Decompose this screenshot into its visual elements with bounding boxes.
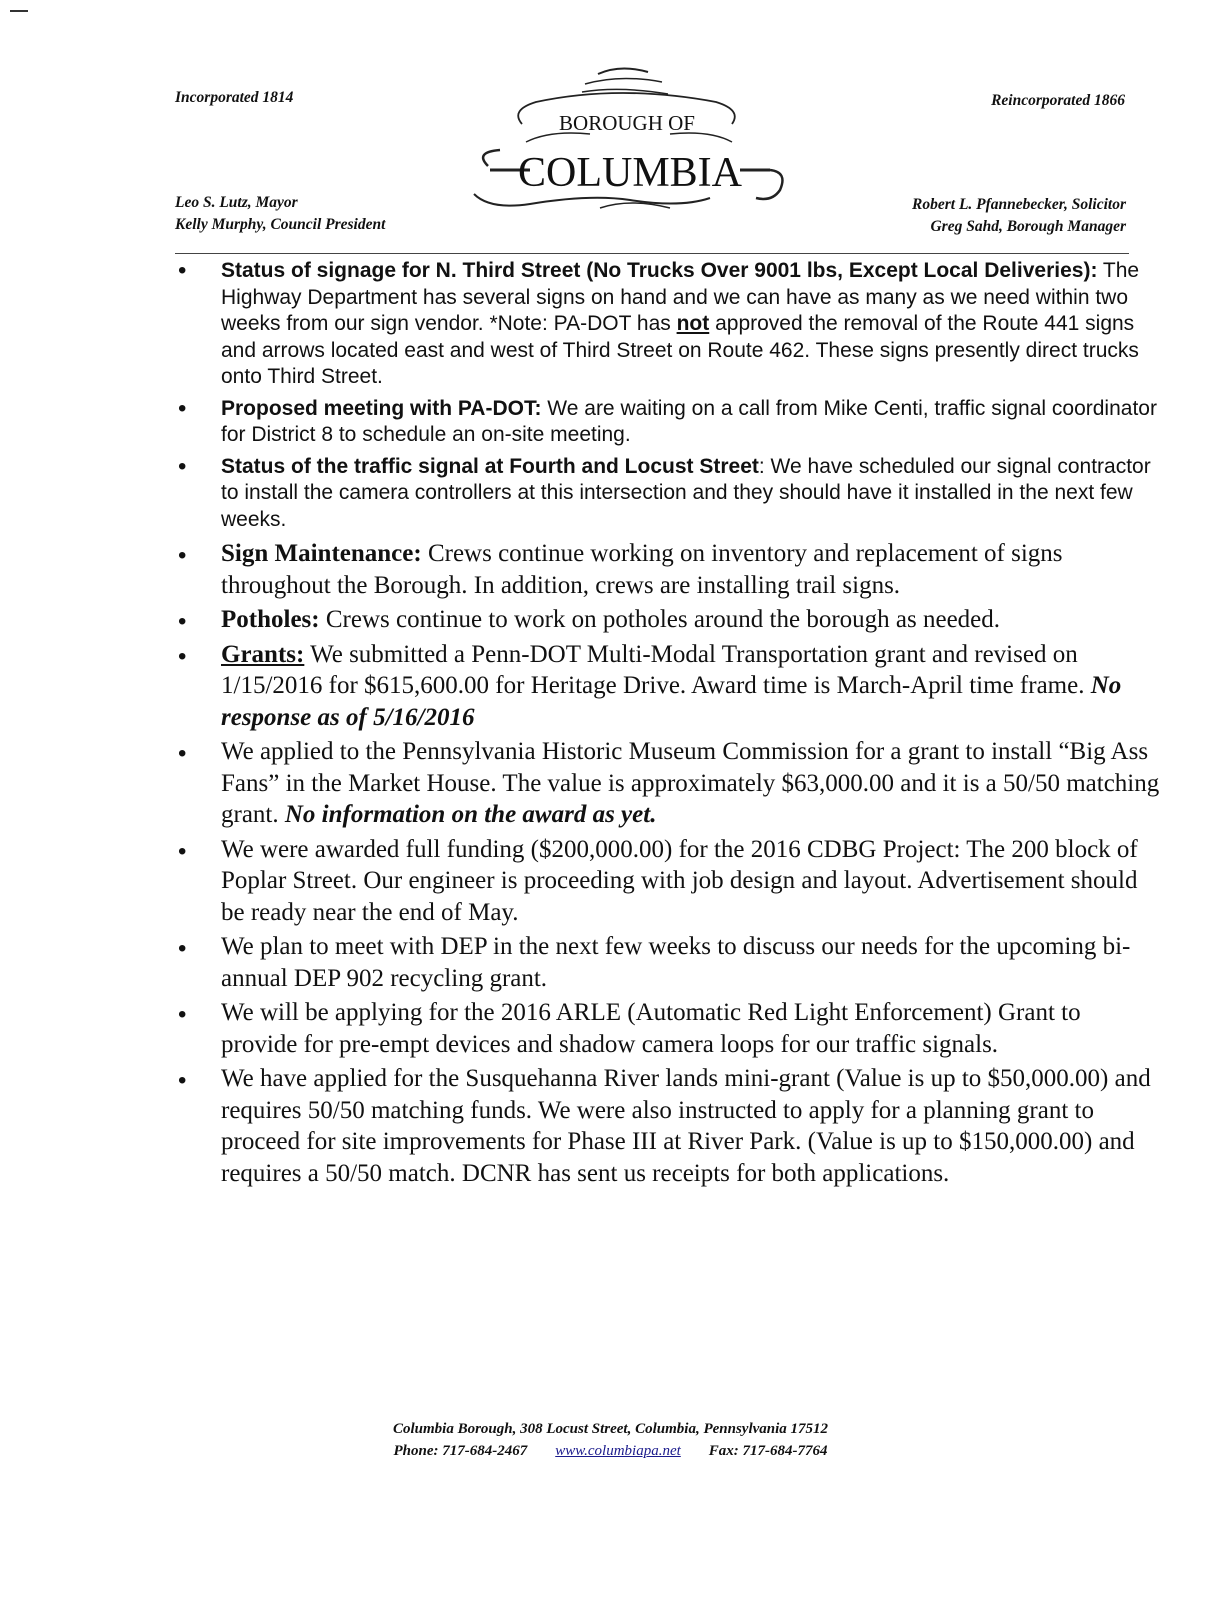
- cdbg-body: We were awarded full funding ($200,000.00) for the 2016 CDBG Project: The 200 block of Poplar Street. Our engineer is proceeding with job design and layout. Advertisement should be ready near the end of May.: [221, 835, 1138, 926]
- potholes-body: Crews continue to work on potholes around the borough as needed.: [319, 606, 1001, 633]
- list-item-museum-grant: [175, 736, 1163, 831]
- padot-meeting-title: Proposed meeting with PA-DOT:: [221, 396, 542, 420]
- list-item-traffic-signal: [175, 454, 1163, 534]
- footer: [0, 1418, 1221, 1462]
- borough-seal-logo: [470, 62, 800, 212]
- padot-meeting-body: We are waiting on a call from Mike Centi, traffic signal coordinator for District 8 to schedule an on-site meeting.: [221, 396, 1157, 446]
- mayor-text: Leo S. Lutz, Mayor: [175, 194, 298, 211]
- council-president-text: Kelly Murphy, Council President: [175, 216, 386, 233]
- officials-right: [912, 194, 1126, 238]
- traffic-signal-title: Status of the traffic signal at Fourth and Locust Street: [221, 454, 759, 478]
- incorporated-text: Incorporated 1814: [175, 89, 294, 106]
- footer-fax: Fax: 717-684-7764: [708, 1443, 828, 1459]
- list-item-signage: [175, 258, 1163, 391]
- incorporated-label: [175, 87, 293, 109]
- footer-website-link[interactable]: www.columbiapa.net: [555, 1443, 681, 1459]
- museum-grant-note: No information on the award as yet.: [284, 801, 657, 828]
- potholes-title: Potholes:: [221, 606, 320, 633]
- traffic-signal-body: : We have scheduled our signal contractor to install the camera controllers at this intersection and they should have it installed in the next few weeks.: [221, 454, 1151, 531]
- list-item-arle: [175, 997, 1163, 1060]
- arle-body: We will be applying for the 2016 ARLE (Automatic Red Light Enforcement) Grant to provide for pre-empt devices and shadow camera loops for our traffic signals.: [221, 999, 1081, 1058]
- list-item-grants: [175, 639, 1163, 734]
- list-item-susquehanna: [175, 1063, 1163, 1189]
- signage-body-b: approved the removal of the Route 441 signs and arrows located east and west of Third Street on Route 462. These signs presently direct trucks onto Third Street.: [221, 312, 1139, 388]
- museum-grant-body: We applied to the Pennsylvania Historic Museum Commission for a grant to install “Big Ass Fans” in the Market House. The value is approximately $63,000.00 and it is a 50/50 matching grant.: [221, 738, 1160, 828]
- manager-text: Greg Sahd, Borough Manager: [930, 218, 1126, 235]
- header-divider: [175, 253, 1129, 254]
- signage-title: Status of signage for N. Third Street (No Trucks Over 9001 lbs, Except Local Deliveries):: [221, 259, 1098, 282]
- seal-name-text: COLUMBIA: [517, 150, 743, 196]
- list-item-dep: [175, 931, 1163, 994]
- footer-phone: Phone: 717-684-2467: [393, 1443, 528, 1459]
- officials-left: [175, 192, 385, 236]
- grants-title: Grants:: [221, 640, 305, 668]
- list-item-sign-maintenance: [175, 538, 1163, 601]
- signage-emphasis: not: [676, 312, 710, 335]
- footer-address: Columbia Borough, 308 Locust Street, Columbia, Pennsylvania 17512: [392, 1421, 829, 1437]
- list-item-padot-meeting: [175, 396, 1163, 449]
- reincorporated-text: Reincorporated 1866: [991, 92, 1125, 109]
- susquehanna-body: We have applied for the Susquehanna River lands mini-grant (Value is up to $50,000.00) and requires 50/50 matching funds. We were also instructed to apply for a planning grant to proceed for site improvements for Phase III at River Park. (Value is up to $150,000.00) and requires a 50/50 match. DCNR has sent us receipts for both applications.: [221, 1065, 1151, 1187]
- sign-maintenance-body: Crews continue working on inventory and replacement of signs throughout the Borough. In addition, crews are installing trail signs.: [221, 540, 1063, 599]
- seal-top-text: BOROUGH OF: [559, 111, 695, 135]
- footer-contact: [0, 1440, 1221, 1462]
- reincorporated-label: [991, 90, 1125, 112]
- list-item-cdbg: [175, 834, 1163, 929]
- dep-body: We plan to meet with DEP in the next few weeks to discuss our needs for the upcoming bi-annual DEP 902 recycling grant.: [221, 933, 1131, 992]
- grants-note: No response as of 5/16/2016: [221, 672, 1122, 731]
- sign-maintenance-title: Sign Maintenance:: [221, 540, 422, 567]
- report-list: [175, 258, 1163, 1192]
- solicitor-text: Robert L. Pfannebecker, Solicitor: [912, 196, 1126, 213]
- corner-mark: [10, 10, 28, 18]
- signage-body-a: The Highway Department has several signs on hand and we can have as many as we need within two weeks from our sign vendor. *Note: PA-DOT has: [221, 259, 1140, 335]
- grants-body: We submitted a Penn-DOT Multi-Modal Transportation grant and revised on 1/15/2016 for $615,600.00 for Heritage Drive. Award time is March-April time frame.: [221, 640, 1091, 699]
- list-item-potholes: [175, 604, 1163, 636]
